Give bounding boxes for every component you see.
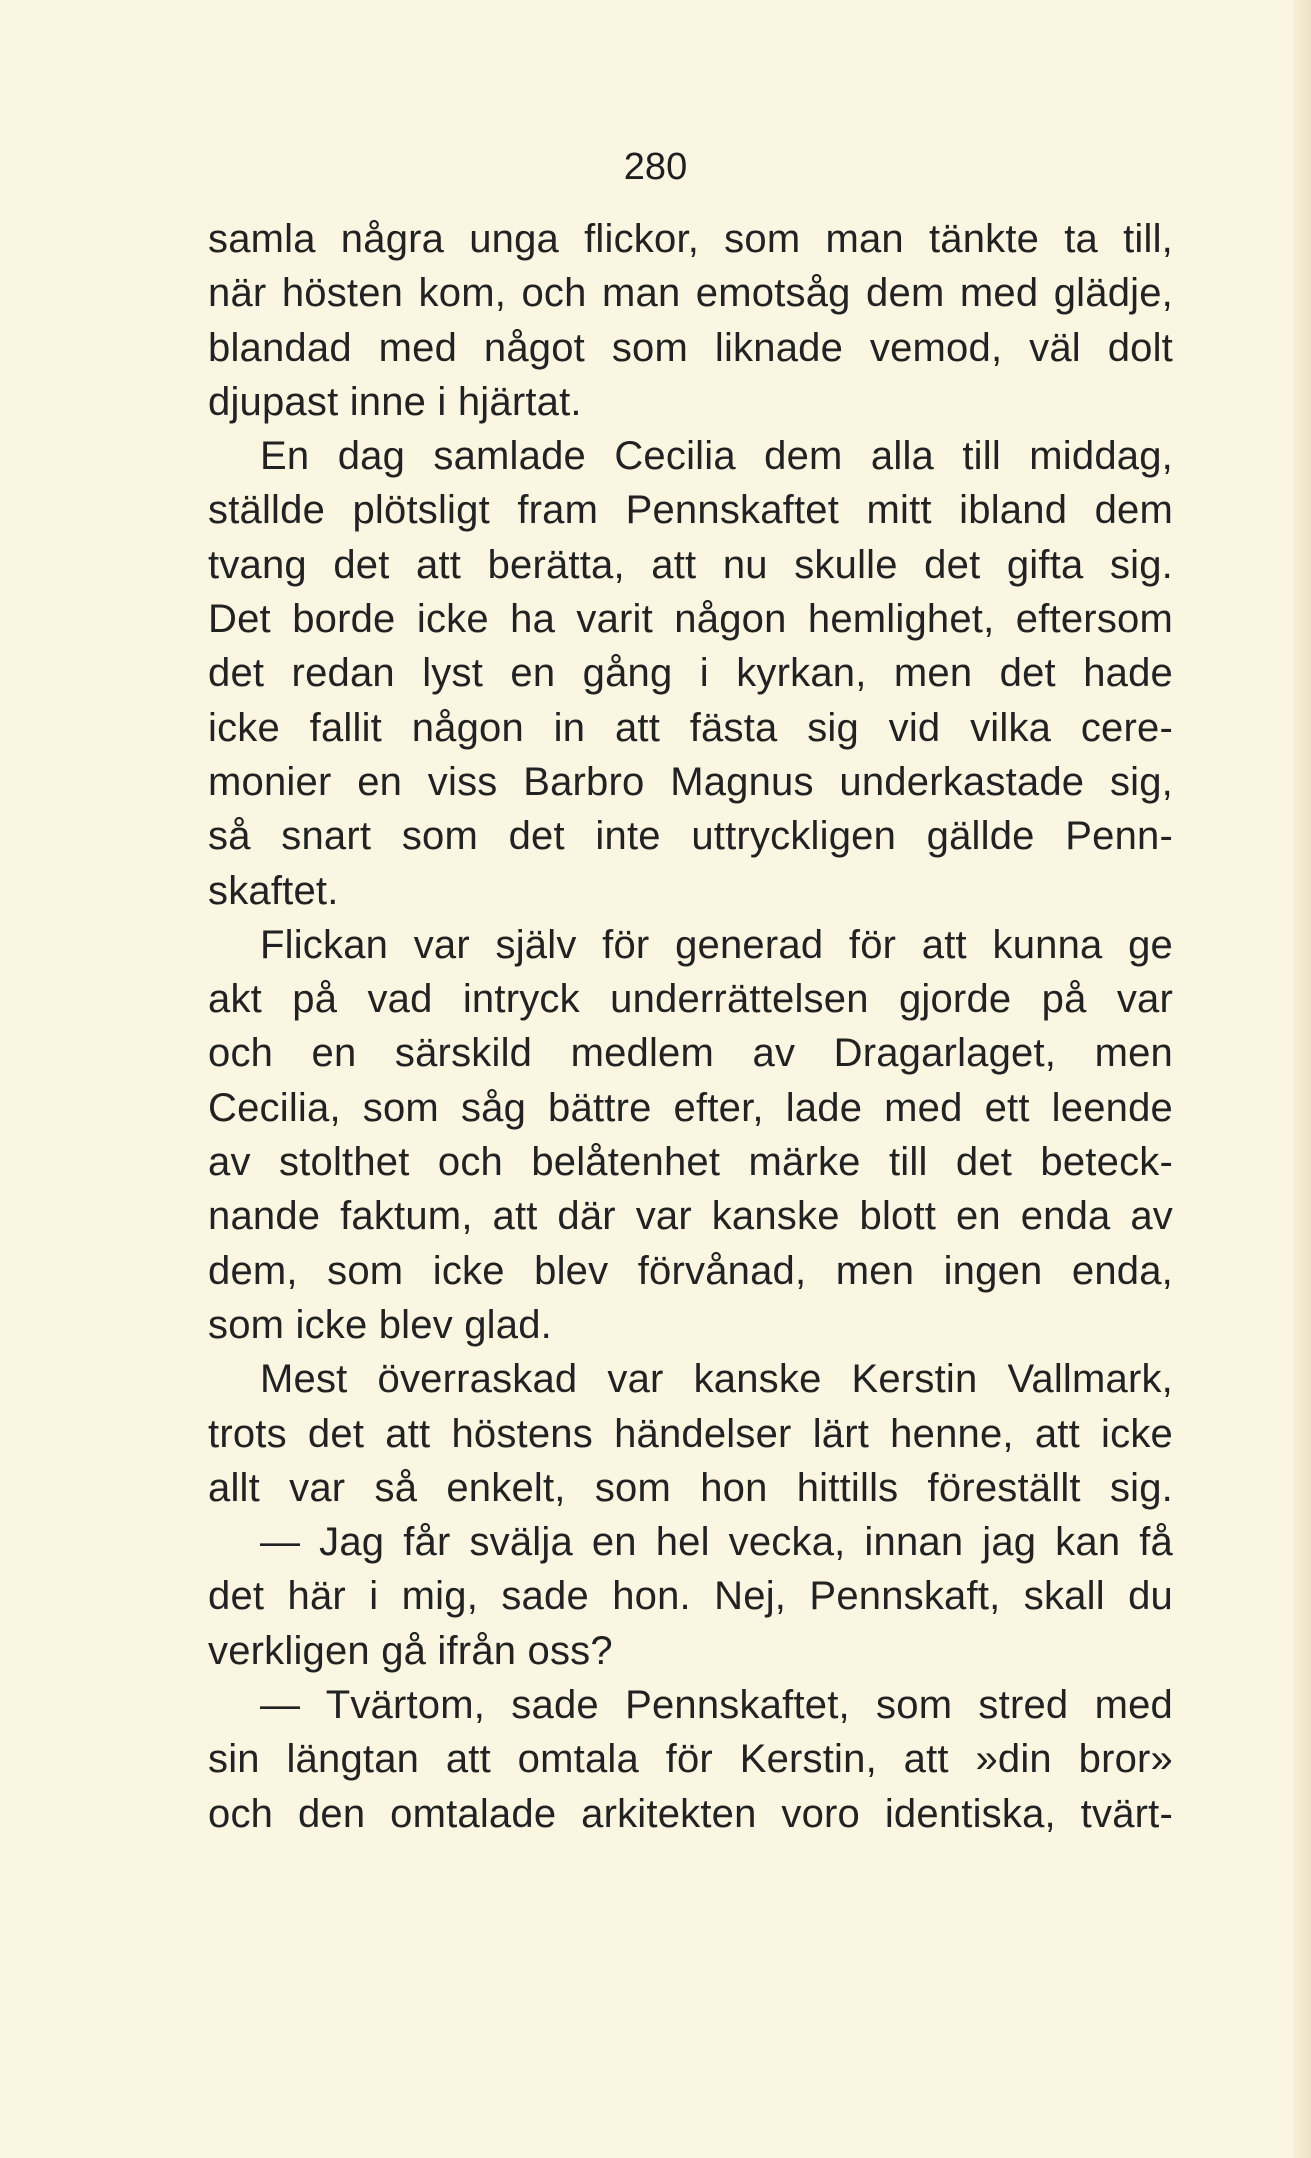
text-line: En dag samlade Cecilia dem alla till middag, [260, 434, 1173, 479]
text-line: blandad med något som liknade vemod, väl dolt [208, 325, 1173, 370]
text-line: Cecilia, som såg bättre efter, lade med ett leende [208, 1085, 1173, 1130]
text-line: akt på vad intryck underrättelsen gjorde på var [208, 977, 1173, 1022]
text-line: icke fallit någon in att fästa sig vid vilka cere- [208, 705, 1173, 750]
text-line: djupast inne i hjärtat. [208, 379, 582, 424]
text-line: av stolthet och belåtenhet märke till det beteck- [208, 1140, 1173, 1185]
page-edge [1293, 0, 1311, 2158]
text-line: verkligen gå ifrån oss? [208, 1628, 613, 1673]
text-line: Mest överraskad var kanske Kerstin Vallmark, [260, 1357, 1173, 1402]
text-line: samla några unga flickor, som man tänkte ta till, [208, 217, 1173, 261]
text-line: när hösten kom, och man emotsåg dem med glädje, [208, 271, 1173, 316]
text-line: nande faktum, att där var kanske blott en enda av [208, 1194, 1173, 1239]
text-line: det här i mig, sade hon. Nej, Pennskaft, skall du [208, 1574, 1173, 1619]
page-number: 280 [623, 146, 688, 188]
text-line: trots det att höstens händelser lärt henne, att icke [208, 1411, 1173, 1456]
text-line: som icke blev glad. [208, 1302, 552, 1347]
text-line: allt var så enkelt, som hon hittills föreställt sig. [208, 1465, 1173, 1510]
text-line: och en särskild medlem av Dragarlaget, men [208, 1031, 1173, 1076]
text-line: ställde plötsligt fram Pennskaftet mitt ibland dem [208, 488, 1173, 533]
text-line: dem, som icke blev förvånad, men ingen enda, [208, 1248, 1173, 1293]
body-text [208, 212, 1173, 1841]
text-line: Det borde icke ha varit någon hemlighet, eftersom [208, 597, 1173, 642]
text-line: och den omtalade arkitekten voro identiska, tvärt- [208, 1791, 1173, 1836]
text-line: sin längtan att omtala för Kerstin, att »din bror» [208, 1737, 1173, 1782]
text-line: det redan lyst en gång i kyrkan, men det hade [208, 651, 1173, 696]
text-line: — Jag får svälja en hel vecka, innan jag kan få [260, 1520, 1173, 1565]
text-line: Flickan var själv för generad för att kunna ge [260, 922, 1173, 967]
text-line: — Tvärtom, sade Pennskaftet, som stred med [260, 1683, 1173, 1728]
text-line: skaftet. [208, 868, 339, 913]
text-line: så snart som det inte uttryckligen gällde Penn- [208, 814, 1173, 859]
text-line: monier en viss Barbro Magnus underkastade sig, [208, 759, 1173, 804]
text-line: tvang det att berätta, att nu skulle det gifta sig. [208, 542, 1173, 587]
